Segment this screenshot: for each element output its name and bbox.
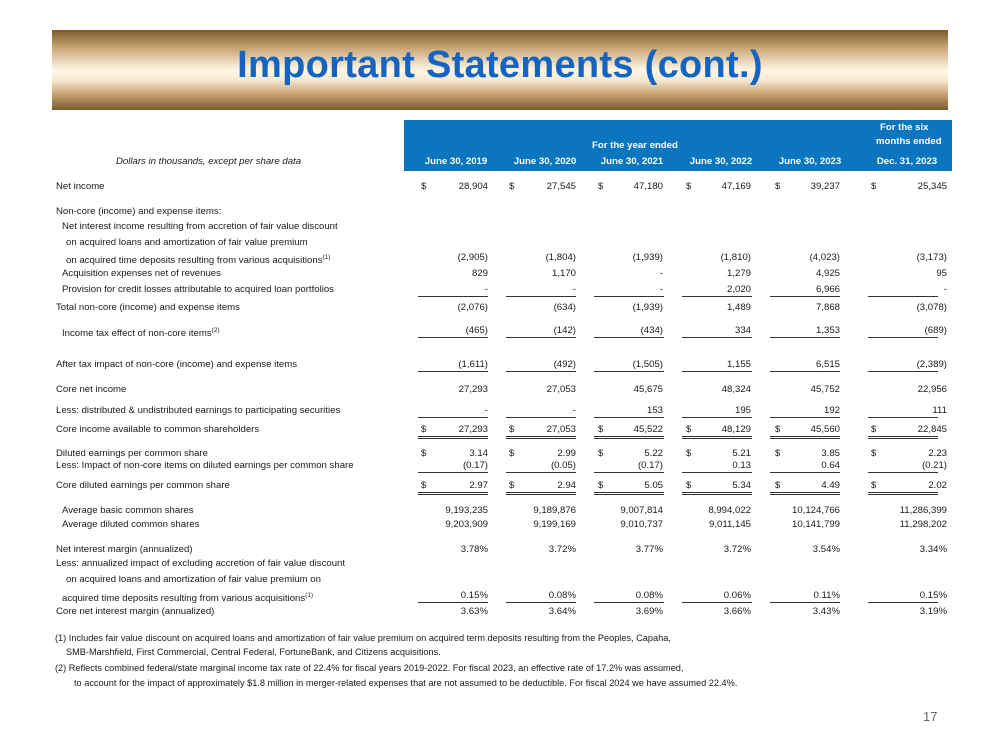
- underline-rule: [682, 472, 752, 473]
- underline-rule: [682, 602, 752, 603]
- table-cell: 25,345: [917, 181, 947, 192]
- table-cell: 3.69%: [635, 606, 663, 617]
- row-label: Diluted earnings per common share: [56, 448, 208, 459]
- table-cell: 3.63%: [460, 606, 488, 617]
- underline-rule: [868, 602, 938, 603]
- dollar-sign: $: [598, 448, 604, 459]
- table-cell: 2.23: [928, 448, 947, 459]
- table-cell: 1,489: [726, 302, 751, 313]
- table-cell: 9,199,169: [533, 519, 576, 530]
- table-cell: 0.64: [821, 460, 840, 471]
- table-cell: (689): [924, 325, 947, 336]
- underline-rule: [506, 337, 576, 338]
- footnote-line: (1) Includes fair value discount on acquired loans and amortization of fair value premium on acquired term deposits resulting from the Peoples, Capaha,: [55, 633, 671, 643]
- underline-rule: [770, 417, 840, 418]
- table-cell: 48,324: [721, 384, 751, 395]
- year-ended-label: For the year ended: [592, 140, 678, 151]
- underline-rule: [418, 296, 488, 297]
- table-cell: 9,011,145: [709, 519, 751, 530]
- row-label: Total non-core (income) and expense items: [56, 302, 240, 313]
- dollar-sign: $: [686, 480, 692, 491]
- underline-rule: [682, 296, 752, 297]
- underline-rule: [594, 436, 664, 439]
- table-cell: (3,173): [916, 252, 947, 263]
- underline-rule: [868, 371, 938, 372]
- underline-rule: [594, 371, 664, 372]
- table-cell: 39,237: [810, 181, 840, 192]
- underline-rule: [506, 602, 576, 603]
- column-header-1: June 30, 2019: [424, 156, 488, 167]
- footnote-line: SMB-Marshfield, First Commercial, Central Federal, FortuneBank, and Citizens acquisitions.: [66, 647, 441, 657]
- row-label: Less: annualized impact of excluding accretion of fair value discount: [56, 558, 346, 569]
- table-cell: (634): [553, 302, 576, 313]
- table-cell: 2.94: [557, 480, 576, 491]
- table-cell: 3.72%: [548, 544, 576, 555]
- underline-rule: [418, 602, 488, 603]
- underline-rule: [506, 472, 576, 473]
- table-cell: -: [659, 284, 663, 295]
- table-cell: 45,560: [810, 424, 840, 435]
- table-cell: (0.17): [462, 460, 488, 471]
- table-cell: 0.11%: [813, 590, 840, 601]
- column-header-6: Dec. 31, 2023: [876, 156, 938, 167]
- underline-rule: [506, 492, 576, 495]
- dollar-sign: $: [509, 181, 515, 192]
- underline-rule: [770, 436, 840, 439]
- table-cell: 1,170: [551, 268, 576, 279]
- table-cell: 3.19%: [919, 606, 947, 617]
- column-header-4: June 30, 2022: [689, 156, 753, 167]
- underline-rule: [868, 417, 938, 418]
- underline-rule: [418, 417, 488, 418]
- table-cell: (4,023): [809, 252, 840, 263]
- underline-rule: [418, 472, 488, 473]
- underline-rule: [770, 602, 840, 603]
- underline-rule: [418, 436, 488, 439]
- underline-rule: [594, 337, 664, 338]
- table-cell: 10,124,766: [791, 505, 840, 516]
- underline-rule: [594, 417, 664, 418]
- table-cell: 1,353: [815, 325, 840, 336]
- dollar-sign: $: [775, 480, 781, 491]
- table-cell: (1,939): [632, 252, 663, 263]
- dollar-sign: $: [421, 448, 427, 459]
- table-cell: (1,939): [632, 302, 663, 313]
- table-cell: 5.05: [644, 480, 663, 491]
- dollar-sign: $: [509, 424, 515, 435]
- table-cell: -: [572, 405, 576, 416]
- table-cell: (3,078): [916, 302, 947, 313]
- underline-rule: [770, 337, 840, 338]
- row-label: Provision for credit losses attributable to acquired loan portfolios: [62, 284, 334, 295]
- table-cell: 2.99: [557, 448, 576, 459]
- six-months-label-line2: months ended: [876, 136, 942, 147]
- table-cell: (1,505): [632, 359, 663, 370]
- row-label: Net interest margin (annualized): [56, 544, 193, 555]
- table-cell: 3.34%: [919, 544, 947, 555]
- underline-rule: [770, 472, 840, 473]
- table-cell: (0.17): [637, 460, 663, 471]
- table-cell: 27,053: [546, 424, 576, 435]
- table-cell: 9,189,876: [533, 505, 576, 516]
- dollar-sign: $: [598, 181, 604, 192]
- table-cell: -: [943, 284, 947, 295]
- footnote-line: to account for the impact of approximately $1.8 million in merger-related expenses that are not assumed to be deductible. For fiscal 2024 we have assumed 22.4%.: [74, 678, 738, 688]
- table-cell: 3.54%: [812, 544, 840, 555]
- underline-rule: [506, 296, 576, 297]
- table-cell: 334: [734, 325, 751, 336]
- row-label: Core net income: [56, 384, 127, 395]
- table-cell: -: [484, 405, 488, 416]
- table-cell: 27,545: [546, 181, 576, 192]
- underline-rule: [682, 337, 752, 338]
- table-cell: 9,010,737: [620, 519, 663, 530]
- row-label: Net interest income resulting from accretion of fair value discount: [62, 221, 338, 232]
- dollar-sign: $: [421, 181, 427, 192]
- dollar-sign: $: [775, 181, 781, 192]
- table-cell: 3.43%: [812, 606, 840, 617]
- table-cell: (1,810): [720, 252, 751, 263]
- table-cell: 0.06%: [723, 590, 751, 601]
- dollar-sign: $: [598, 480, 604, 491]
- table-cell: (2,905): [457, 252, 488, 263]
- dollar-sign: $: [421, 424, 427, 435]
- table-cell: 47,180: [633, 181, 663, 192]
- dollar-sign: $: [871, 480, 877, 491]
- underline-rule: [868, 337, 938, 338]
- table-cell: 48,129: [721, 424, 751, 435]
- table-cell: 6,966: [815, 284, 840, 295]
- underline-rule: [594, 296, 664, 297]
- dollar-sign: $: [686, 424, 692, 435]
- table-cell: (1,611): [458, 359, 488, 370]
- table-cell: 153: [646, 405, 663, 416]
- underline-rule: [770, 371, 840, 372]
- underline-rule: [682, 371, 752, 372]
- column-header-3: June 30, 2021: [600, 156, 664, 167]
- underline-rule: [868, 492, 938, 495]
- table-cell: 45,675: [633, 384, 663, 395]
- table-cell: 6,515: [815, 359, 840, 370]
- table-cell: 192: [823, 405, 840, 416]
- underline-rule: [594, 492, 664, 495]
- dollar-sign: $: [871, 181, 877, 192]
- underline-rule: [594, 472, 664, 473]
- table-cell: 8,994,022: [708, 505, 751, 516]
- underline-rule: [506, 436, 576, 439]
- table-cell: 9,007,814: [620, 505, 663, 516]
- table-cell: 195: [734, 405, 751, 416]
- page-number: 17: [923, 709, 938, 724]
- underline-rule: [418, 371, 488, 372]
- dollar-sign: $: [421, 480, 427, 491]
- row-label: on acquired loans and amortization of fair value premium: [66, 237, 308, 248]
- row-label: Core net interest margin (annualized): [56, 606, 215, 617]
- table-cell: 95: [936, 268, 947, 279]
- dollar-sign: $: [509, 448, 515, 459]
- table-cell: 11,286,399: [899, 505, 947, 516]
- underline-rule: [506, 371, 576, 372]
- dollar-sign: $: [598, 424, 604, 435]
- table-cell: 0.08%: [635, 590, 663, 601]
- row-label: Less: distributed & undistributed earnings to participating securities: [56, 405, 341, 416]
- table-cell: (1,804): [545, 252, 576, 263]
- row-label: on acquired time deposits resulting from various acquisitions$^{(1)}$: [66, 254, 331, 266]
- table-cell: 27,293: [458, 384, 488, 395]
- table-cell: 22,956: [917, 384, 947, 395]
- underline-rule: [594, 602, 664, 603]
- six-months-label-line1: For the six: [880, 122, 929, 133]
- row-label: Income tax effect of non-core items$^{(2)}$: [62, 327, 220, 339]
- table-cell: 0.15%: [919, 590, 947, 601]
- table-cell: 3.72%: [723, 544, 751, 555]
- table-cell: 3.77%: [635, 544, 663, 555]
- row-label: Less: Impact of non-core items on diluted earnings per common share: [56, 460, 354, 471]
- table-cell: (492): [553, 359, 576, 370]
- table-cell: 22,845: [917, 424, 947, 435]
- column-header-5: June 30, 2023: [778, 156, 842, 167]
- underline-rule: [770, 296, 840, 297]
- table-cell: 4.49: [821, 480, 840, 491]
- dollar-sign: $: [686, 448, 692, 459]
- table-cell: 3.78%: [460, 544, 488, 555]
- table-cell: 27,053: [546, 384, 576, 395]
- underline-rule: [868, 436, 938, 439]
- table-cell: (434): [640, 325, 663, 336]
- table-cell: 111: [932, 405, 947, 416]
- table-cell: -: [484, 284, 488, 295]
- dollar-sign: $: [871, 424, 877, 435]
- table-cell: 2.97: [469, 480, 488, 491]
- underline-rule: [868, 296, 938, 297]
- dollar-sign: $: [871, 448, 877, 459]
- footnote-marker: (1): [322, 254, 331, 261]
- row-label: Net income: [56, 181, 105, 192]
- table-cell: (142): [553, 325, 576, 336]
- table-cell: 27,293: [458, 424, 488, 435]
- table-cell: 7,868: [815, 302, 840, 313]
- table-cell: (2,389): [916, 359, 947, 370]
- table-cell: (465): [465, 325, 488, 336]
- table-cell: 47,169: [721, 181, 751, 192]
- table-cell: 3.66%: [723, 606, 751, 617]
- table-cell: (0.05): [550, 460, 576, 471]
- table-cell: 3.85: [821, 448, 840, 459]
- underline-rule: [682, 436, 752, 439]
- table-cell: 1,155: [726, 359, 751, 370]
- footnote-marker: (2): [211, 327, 220, 334]
- footnote-line: (2) Reflects combined federal/state marginal income tax rate of 22.4% for fiscal years 2019-2022. For fiscal 2023, an effective rate of 17.2% was assumed,: [55, 663, 684, 673]
- row-label: Core diluted earnings per common share: [56, 480, 230, 491]
- underline-rule: [868, 472, 938, 473]
- underline-rule: [418, 492, 488, 495]
- footnote-marker: (1): [305, 592, 314, 599]
- table-cell: 9,203,909: [445, 519, 488, 530]
- table-cell: 11,298,202: [899, 519, 947, 530]
- units-note: Dollars in thousands, except per share data: [116, 156, 302, 167]
- dollar-sign: $: [775, 448, 781, 459]
- table-cell: 5.21: [732, 448, 751, 459]
- table-cell: 0.08%: [548, 590, 576, 601]
- table-cell: 4,925: [815, 268, 840, 279]
- row-label: on acquired loans and amortization of fair value premium on: [66, 574, 321, 585]
- underline-rule: [418, 337, 488, 338]
- dollar-sign: $: [509, 480, 515, 491]
- underline-rule: [506, 417, 576, 418]
- dollar-sign: $: [686, 181, 692, 192]
- table-cell: 829: [471, 268, 488, 279]
- table-cell: 45,522: [633, 424, 663, 435]
- table-cell: 10,141,799: [791, 519, 840, 530]
- row-label: Non-core (income) and expense items:: [56, 206, 222, 217]
- underline-rule: [682, 417, 752, 418]
- table-cell: 5.22: [644, 448, 663, 459]
- underline-rule: [770, 492, 840, 495]
- table-cell: 0.15%: [460, 590, 488, 601]
- row-label: Core income available to common shareholders: [56, 424, 260, 435]
- table-cell: 3.64%: [548, 606, 576, 617]
- table-cell: 9,193,235: [445, 505, 488, 516]
- table-cell: 2.02: [928, 480, 947, 491]
- row-label: After tax impact of non-core (income) and expense items: [56, 359, 298, 370]
- row-label: Acquisition expenses net of revenues: [62, 268, 221, 279]
- table-cell: 2,020: [726, 284, 751, 295]
- row-label: Average basic common shares: [62, 505, 194, 516]
- dollar-sign: $: [775, 424, 781, 435]
- table-cell: 1,279: [726, 268, 751, 279]
- table-cell: 45,752: [810, 384, 840, 395]
- table-cell: 0.13: [732, 460, 751, 471]
- row-label: Average diluted common shares: [62, 519, 200, 530]
- table-cell: 28,904: [458, 181, 488, 192]
- underline-rule: [682, 492, 752, 495]
- table-cell: -: [659, 268, 663, 279]
- row-label: acquired time deposits resulting from various acquisitions$^{(1)}$: [62, 592, 314, 604]
- column-header-2: June 30, 2020: [513, 156, 577, 167]
- table-cell: -: [572, 284, 576, 295]
- table-cell: (2,076): [457, 302, 488, 313]
- table-cell: (0.21): [921, 460, 947, 471]
- page-title: Important Statements (cont.): [237, 44, 763, 86]
- table-cell: 3.14: [469, 448, 488, 459]
- table-cell: 5.34: [732, 480, 751, 491]
